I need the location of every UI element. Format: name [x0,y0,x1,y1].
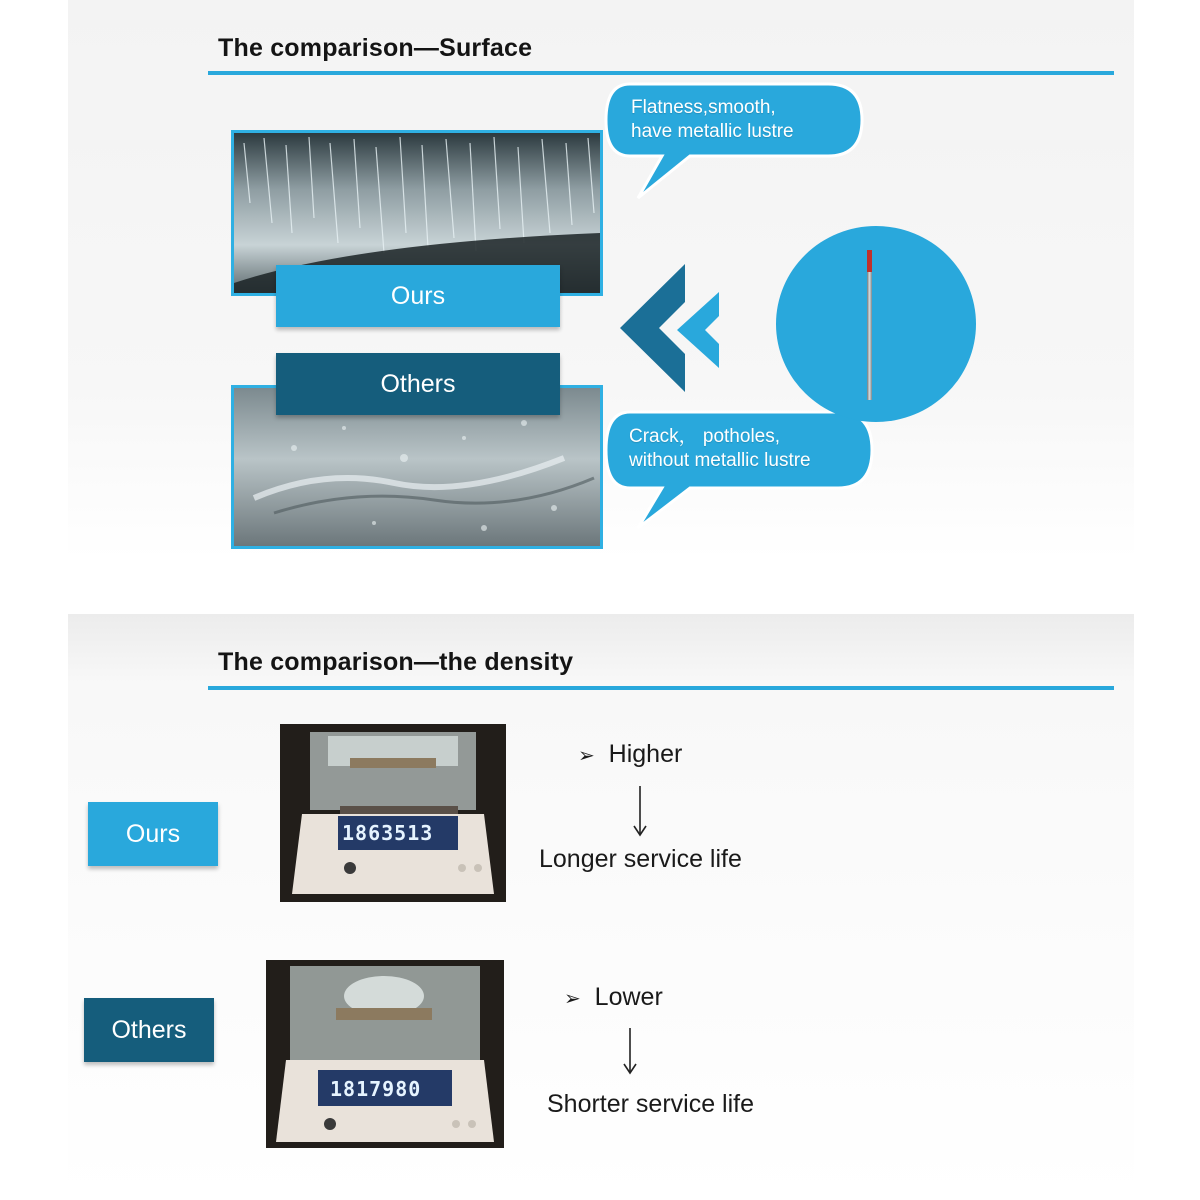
ours-scale-reading: 1863513 [342,821,434,845]
others-scale-photo [266,960,504,1148]
ours-level-text: Higher [608,740,683,768]
electrode-red-tip [867,250,872,272]
ours-density-level [578,740,682,769]
ours-service-life: Longer service life [539,845,742,873]
others-note-line-1: Crack， potholes, [629,426,781,447]
density-title: The comparison—the density [218,648,574,676]
arrowhead-bullet-icon: ➢ [578,745,595,767]
others-surface-note [629,425,811,473]
double-chevron-left-icon [615,262,725,392]
down-arrow-icon [620,1026,640,1076]
surface-others-tag: Others [276,353,560,415]
down-arrow-icon [630,784,650,838]
others-density-level [564,983,663,1012]
ours-note-line-1: Flatness,smooth, [631,97,776,118]
arrowhead-bullet-icon: ➢ [564,988,581,1010]
surface-divider [208,71,1114,75]
others-scale-reading: 1817980 [330,1077,422,1101]
ours-surface-note [631,96,794,144]
others-note-line-2: without metallic lustre [629,450,811,471]
density-divider [208,686,1114,690]
electrode-circle [776,226,976,422]
ours-scale-photo [280,724,506,902]
density-others-tag: Others [84,998,214,1062]
others-level-text: Lower [594,983,663,1011]
surface-ours-tag: Ours [276,265,560,327]
ours-note-line-2: have metallic lustre [631,121,794,142]
surface-title: The comparison—Surface [218,34,533,62]
others-service-life: Shorter service life [547,1090,755,1118]
density-ours-tag: Ours [88,802,218,866]
tungsten-electrode-rod [867,250,872,400]
